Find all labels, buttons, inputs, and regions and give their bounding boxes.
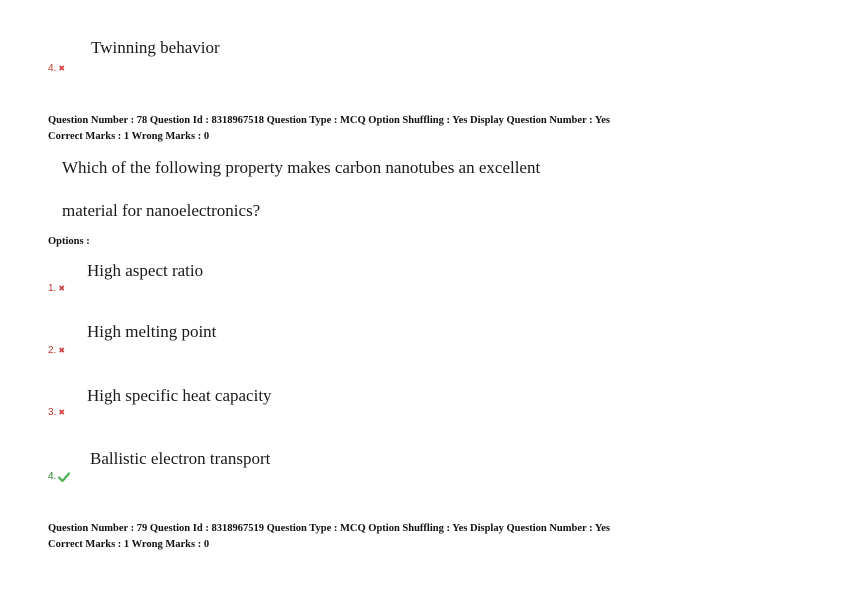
option-3-text: High specific heat capacity xyxy=(87,386,272,405)
check-icon xyxy=(58,472,70,482)
option-3-number xyxy=(48,407,65,418)
option-2-number xyxy=(48,345,65,356)
cross-icon: ✖ xyxy=(58,64,66,73)
option-1-text: High aspect ratio xyxy=(87,261,204,280)
question-meta-line2: Correct Marks : 1 Wrong Marks : 0 xyxy=(48,131,210,142)
option-number: 1. xyxy=(48,283,57,294)
option-4-number xyxy=(48,471,70,482)
question-meta-line1: Question Number : 78 Question Id : 8318967518 Question Type : MCQ Option Shuffling : Yes Display Question Number : Yes xyxy=(48,115,611,126)
options-label: Options : xyxy=(48,236,90,247)
question-text-line2: material for nanoelectronics? xyxy=(62,201,261,220)
prev-option-4-number xyxy=(48,63,65,74)
option-1-number xyxy=(48,283,65,294)
next-question-meta-line2: Correct Marks : 1 Wrong Marks : 0 xyxy=(48,539,210,550)
option-number: 2. xyxy=(48,345,57,356)
option-number: 4. xyxy=(48,471,57,482)
prev-option-4-text: Twinning behavior xyxy=(91,38,220,57)
question-text-line1: Which of the following property makes carbon nanotubes an excellent xyxy=(62,158,541,177)
cross-icon: ✖ xyxy=(58,284,66,293)
option-number: 3. xyxy=(48,407,57,418)
next-question-meta-line1: Question Number : 79 Question Id : 8318967519 Question Type : MCQ Option Shuffling : Yes Display Question Number : Yes xyxy=(48,523,611,534)
cross-icon: ✖ xyxy=(58,346,66,355)
option-number: 4. xyxy=(48,63,57,74)
cross-icon: ✖ xyxy=(58,408,66,417)
option-2-text: High melting point xyxy=(87,322,217,341)
option-4-text: Ballistic electron transport xyxy=(90,449,271,468)
